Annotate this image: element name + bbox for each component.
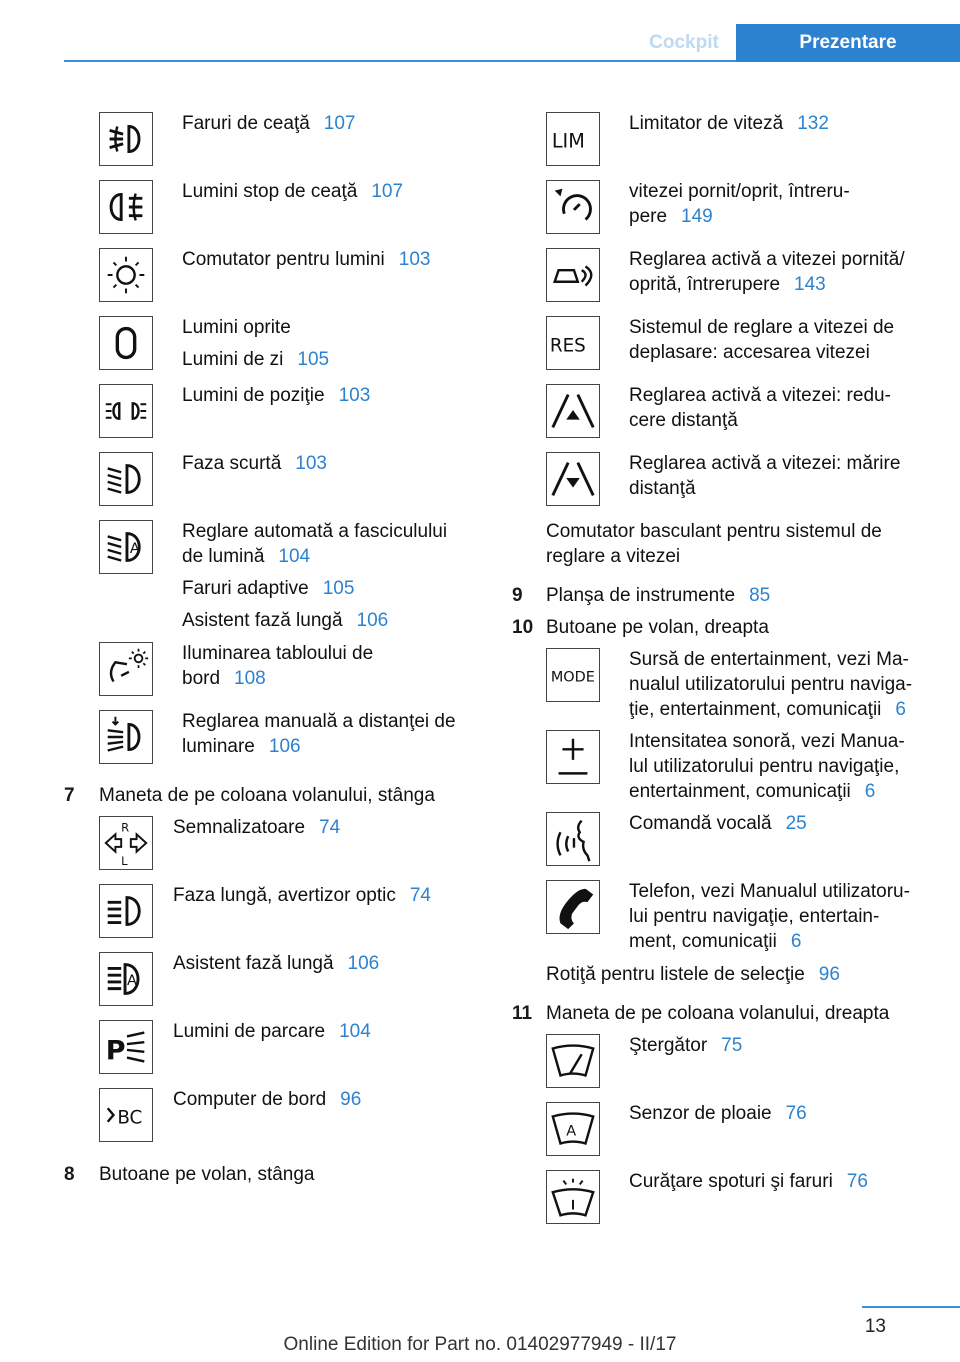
rocker-switch-text: Comutator basculant pentru sistemul de reglare a vitezei	[546, 521, 882, 567]
page-link[interactable]: 96	[340, 1089, 362, 1110]
item-low-beam: Faza scurtă 103	[182, 453, 327, 474]
page-link[interactable]: 76	[846, 1171, 868, 1192]
low-beam-icon	[99, 452, 153, 506]
item-high-beam-assist: Asistent fază lungă 106	[182, 610, 389, 631]
page-link[interactable]: 105	[297, 349, 330, 370]
page-link[interactable]: 6	[895, 699, 906, 720]
section-title: Maneta de pe coloana volanului, stânga	[99, 785, 435, 806]
parking-lights-icon	[99, 384, 153, 438]
item-cruise-control: vitezei pornit/oprit, întreru- pere 149	[629, 181, 850, 227]
item-parking-light: Lumini de parcare 104	[173, 1021, 371, 1042]
section-number: 7	[64, 785, 75, 806]
page-link[interactable]: 106	[347, 953, 380, 974]
svg-text:L: L	[121, 854, 128, 869]
item-board-computer: Computer de bord 96	[173, 1089, 362, 1110]
svg-text:LIM: LIM	[551, 129, 585, 153]
page-link[interactable]: 106	[356, 610, 389, 631]
page-link[interactable]: 74	[409, 885, 431, 906]
distance-increase-icon	[546, 452, 600, 506]
section-title: Butoane pe volan, dreapta	[546, 617, 769, 638]
page-link[interactable]: 76	[785, 1103, 807, 1124]
page-link[interactable]: 103	[398, 249, 431, 270]
high-beam-assist-icon	[99, 952, 153, 1006]
item-telephone: Telefon, vezi Manualul utilizatoru- lui pentru navigaţie, entertain- ment, comunicaţii 6	[629, 881, 910, 952]
page-link[interactable]: 6	[790, 931, 802, 952]
dashboard-illumination-icon	[99, 642, 153, 696]
item-rain-sensor: Senzor de ploaie 76	[629, 1103, 807, 1124]
distance-decrease-icon	[546, 384, 600, 438]
high-beam-icon	[99, 884, 153, 938]
page-link[interactable]: 74	[319, 817, 341, 838]
page-link[interactable]: 103	[338, 385, 371, 406]
item-voice-command: Comandă vocală 25	[629, 813, 807, 834]
auto-beam-icon	[99, 520, 153, 574]
wiper-icon	[546, 1034, 600, 1088]
mode-icon	[546, 648, 600, 702]
page-link[interactable]: 103	[295, 453, 327, 474]
lights-off-icon	[99, 316, 153, 370]
page-number: 13	[864, 1316, 886, 1337]
item-lights-off: Lumini oprite	[182, 317, 291, 338]
section-number: 9	[512, 585, 523, 606]
active-cruise-icon	[546, 248, 600, 302]
item-distance-increase: Reglarea activă a vitezei: mărire distanţă	[629, 453, 901, 499]
page-link[interactable]: 75	[721, 1035, 743, 1056]
tab-cockpit[interactable]: Cockpit	[649, 32, 719, 53]
board-computer-icon	[99, 1088, 153, 1142]
item-daytime-lights: Lumini de zi 105	[182, 349, 330, 370]
svg-text:A: A	[129, 540, 140, 557]
page-link[interactable]: 96	[818, 964, 840, 985]
svg-text:MODE: MODE	[550, 669, 595, 686]
page-link[interactable]: 104	[278, 546, 311, 567]
item-mode: Sursă de entertainment, vezi Ma- nualul utilizatorului pentru naviga- ţie, entertainment, comunicaţii 6	[629, 649, 913, 720]
section-title: Butoane pe volan, stânga	[99, 1164, 315, 1185]
item-adaptive-headlights: Faruri adaptive 105	[182, 578, 355, 599]
item-wiper: Ştergător 75	[629, 1035, 743, 1056]
fog-light-front-icon	[99, 112, 153, 166]
item-resume: Sistemul de reglare a vitezei de deplasare: accesarea vitezei	[629, 317, 895, 363]
item-turn-signals: Semnalizatoare 74	[173, 817, 341, 838]
page-link[interactable]: 143	[794, 274, 826, 295]
item-distance-decrease: Reglarea activă a vitezei: redu- cere distanţă	[629, 385, 891, 431]
section-number: 11	[512, 1003, 533, 1024]
page-link[interactable]: 107	[323, 113, 356, 134]
svg-text:BC: BC	[117, 1107, 143, 1129]
page-link[interactable]: 132	[797, 113, 829, 134]
item-volume: Intensitatea sonoră, vezi Manua- lul utilizatorului pentru navigaţie, entertainment, comunicaţii 6	[629, 731, 905, 802]
page-link[interactable]: 6	[864, 781, 876, 802]
edition-footer: Online Edition for Part no. 01402977949 - II/17	[283, 1334, 677, 1355]
page-link[interactable]: 104	[339, 1021, 371, 1042]
page-link[interactable]: 105	[322, 578, 355, 599]
page-link[interactable]: 107	[371, 181, 404, 202]
item-speed-limiter: Limitator de viteză 132	[629, 113, 829, 134]
item-light-switch: Comutator pentru lumini 103	[182, 249, 431, 270]
telephone-icon	[546, 880, 600, 934]
svg-text:A: A	[566, 1123, 577, 1140]
svg-text:P: P	[105, 1035, 126, 1067]
item-headlight-range: Reglarea manuală a distanţei de luminare 106	[182, 711, 456, 757]
svg-text:R: R	[121, 820, 130, 835]
item-high-beam-assistant: Asistent fază lungă 106	[173, 953, 380, 974]
rain-sensor-icon	[546, 1102, 600, 1156]
volume-icon	[546, 730, 600, 784]
light-switch-icon	[99, 248, 153, 302]
section-title: Maneta de pe coloana volanului, dreapta	[546, 1003, 890, 1024]
cruise-control-icon	[546, 180, 600, 234]
svg-text:A: A	[126, 972, 137, 989]
item-fog-front: Faruri de ceaţă 107	[182, 113, 356, 134]
footer-rule	[862, 1306, 960, 1308]
fog-light-rear-icon	[99, 180, 153, 234]
section-title: Planşa de instrumente 85	[546, 585, 771, 606]
page-link[interactable]: 25	[785, 813, 807, 834]
item-fog-rear: Lumini stop de ceaţă 107	[182, 181, 404, 202]
parking-light-icon	[99, 1020, 153, 1074]
speed-limiter-icon	[546, 112, 600, 166]
page-link[interactable]: 85	[749, 585, 771, 606]
page-link[interactable]: 108	[234, 668, 266, 689]
page-link[interactable]: 149	[681, 206, 713, 227]
washer-icon	[546, 1170, 600, 1224]
item-washer: Curăţare spoturi şi faruri 76	[629, 1171, 868, 1192]
section-number: 10	[512, 617, 534, 638]
headlight-range-icon	[99, 710, 153, 764]
tab-prezentare[interactable]: Prezentare	[736, 24, 960, 62]
svg-text:RES: RES	[549, 335, 586, 357]
turn-signal-icon	[99, 816, 153, 870]
item-parking-lights: Lumini de poziţie 103	[182, 385, 371, 406]
section-number: 8	[64, 1164, 75, 1185]
item-high-beam: Faza lungă, avertizor optic 74	[173, 885, 431, 906]
item-dashboard-illumination: Iluminarea tabloului de bord 108	[182, 643, 374, 689]
voice-command-icon	[546, 812, 600, 866]
item-auto-beam: Reglare automată a fasciculului de lumină 104	[182, 521, 448, 567]
page-link[interactable]: 106	[268, 736, 301, 757]
resume-icon	[546, 316, 600, 370]
item-thumbwheel: Rotiţă pentru listele de selecţie 96	[546, 964, 840, 985]
item-active-cruise: Reglarea activă a vitezei pornită/ oprită, întrerupere 143	[629, 249, 905, 295]
